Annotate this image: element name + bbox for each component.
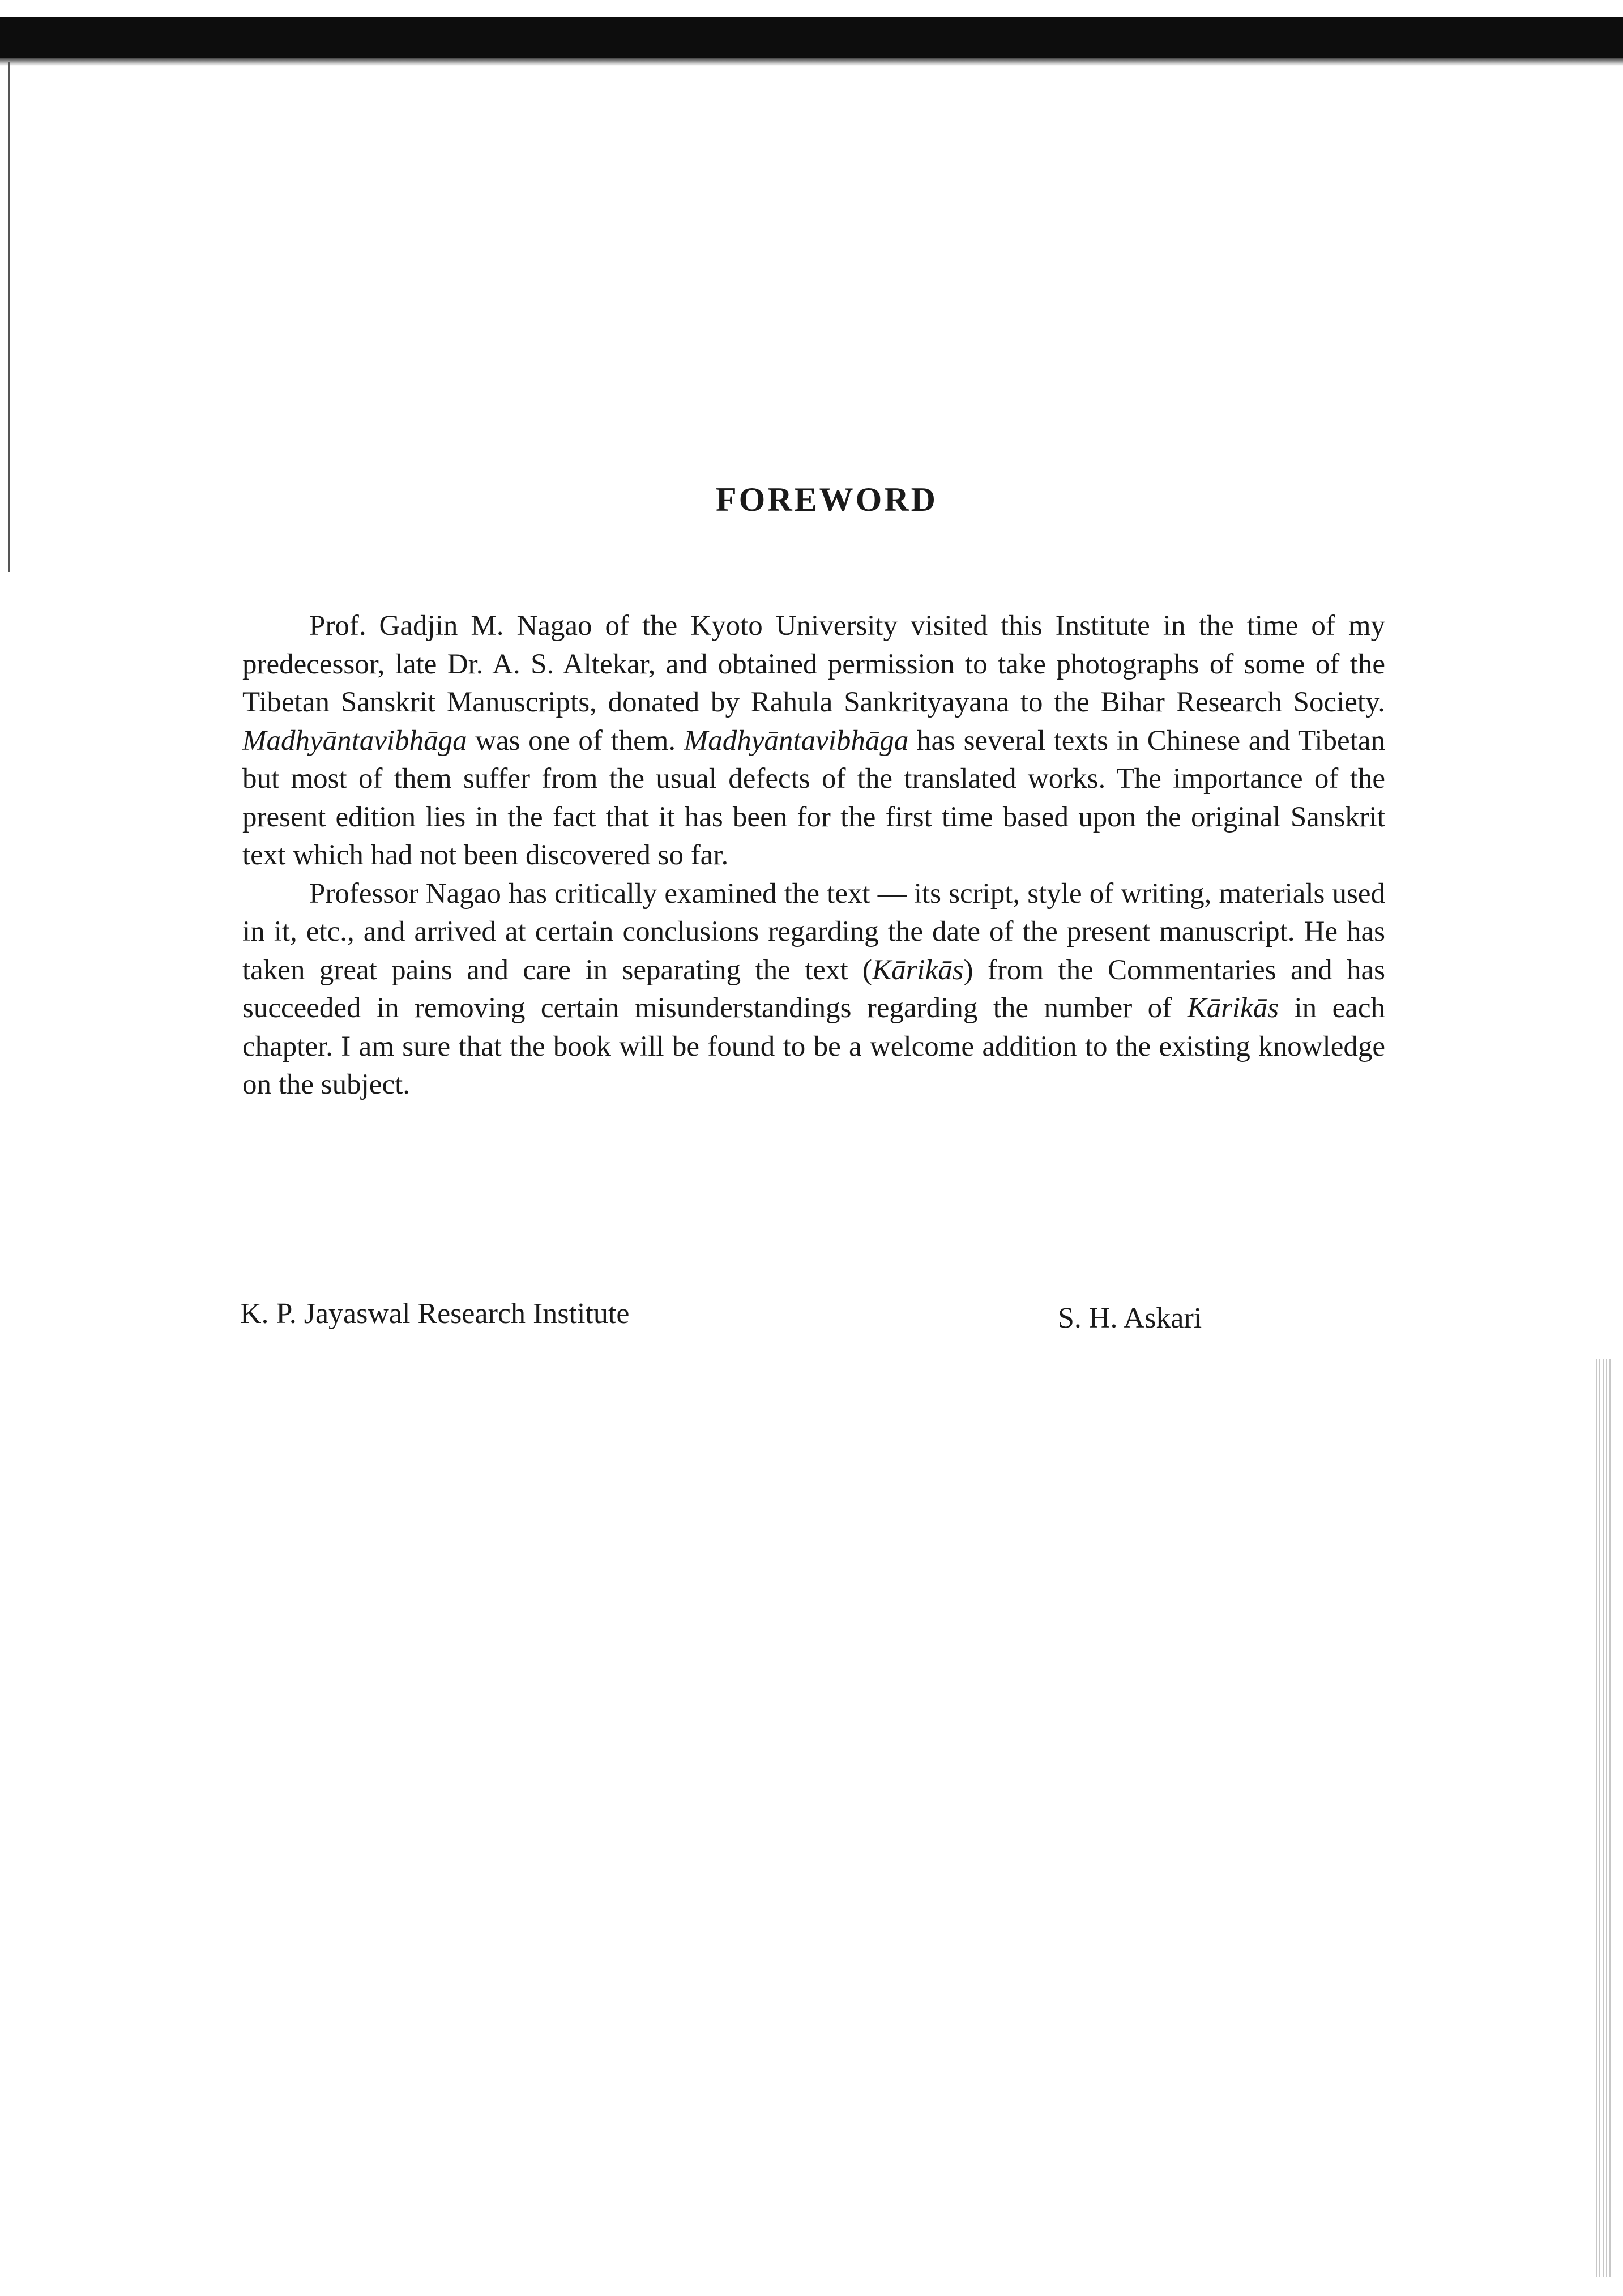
paragraph-2-text-a: Professor Nagao has critically examined the text — its script, style of writing, materials used in it, etc., and arrived at certain conclusions regarding the date of the present manuscript. He has taken great pains and care in separating the text (	[242, 877, 1385, 986]
scan-border-top	[0, 17, 1623, 58]
paragraph-1-text-b: was one of them.	[467, 724, 684, 757]
scan-border-shadow	[0, 58, 1623, 66]
signature-institution: K. P. Jayaswal Research Institute	[240, 1298, 630, 1330]
paragraph-2-italic-a: Kārikās	[872, 954, 964, 986]
paragraph-1-text-a: Prof. Gadjin M. Nagao of the Kyoto University visited this Institute in the time of my predecessor, late Dr. A. S. Altekar, and obtained permission to take photographs of some of the Tibetan Sanskrit Manuscripts, donated by Rahula Sankrityayana to the Bihar Research Society.	[242, 610, 1385, 718]
paragraph-1-italic-b: Madhyāntavibhāga	[684, 724, 909, 757]
paragraph-2	[242, 875, 1385, 1104]
paragraph-1-italic-a: Madhyāntavibhāga	[242, 724, 467, 757]
page-title: FOREWORD	[716, 481, 938, 518]
paragraph-1	[242, 607, 1385, 875]
foreword-body	[242, 607, 1385, 1104]
scan-edge-right	[1596, 1359, 1613, 2277]
paragraph-1-text-c: has several texts in Chinese and Tibetan but most of them suffer from the usual defects of the translated works. The importance of the present edition lies in the fact that it has been for the first time based upon the original Sanskrit text which had not been discovered so far.	[242, 724, 1385, 871]
paragraph-2-text-c: in each chapter. I am sure that the book will be found to be a welcome addition to the existing knowledge on the subject.	[242, 992, 1385, 1100]
paragraph-2-italic-b: Kārikās	[1187, 992, 1279, 1024]
signature-author: S. H. Askari	[1058, 1302, 1202, 1334]
paragraph-2-text-b: ) from the Commentaries and has succeeded in removing certain misunderstandings regarding the number of	[242, 954, 1385, 1024]
